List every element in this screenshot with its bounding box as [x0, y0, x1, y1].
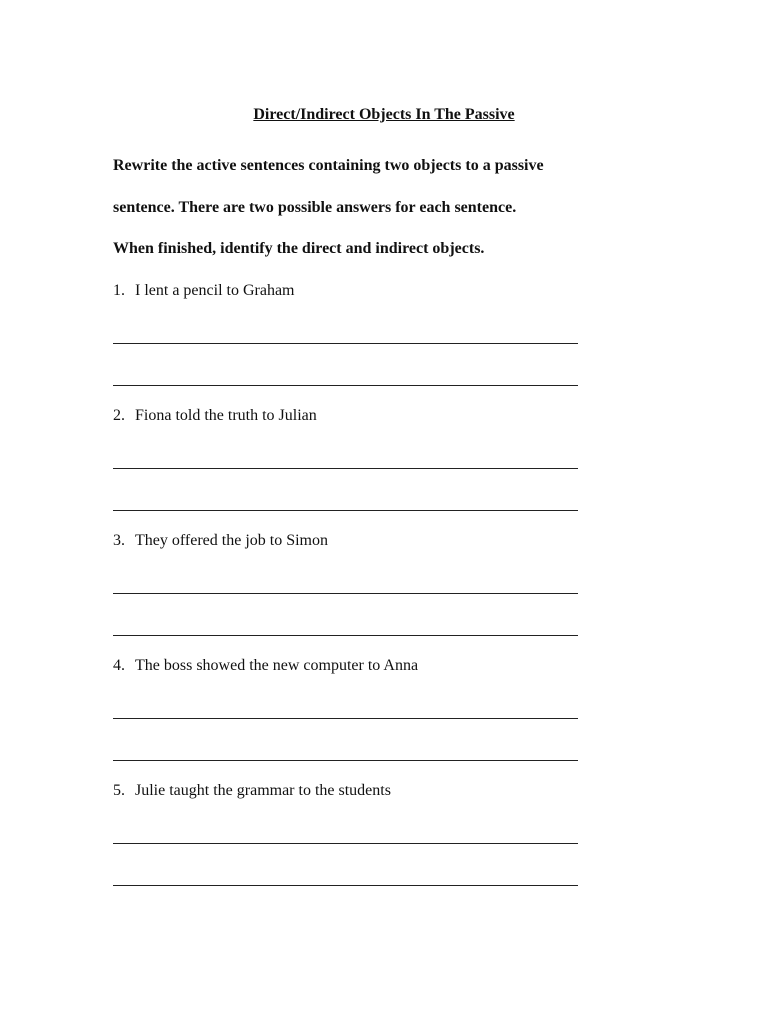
answer-line[interactable]: [113, 885, 578, 886]
question-sentence: The boss showed the new computer to Anna: [135, 657, 419, 674]
worksheet-title: Direct/Indirect Objects In The Passive: [253, 106, 515, 123]
answer-line[interactable]: [113, 635, 578, 636]
answer-line[interactable]: [113, 593, 578, 594]
question-sentence: Julie taught the grammar to the students: [135, 782, 391, 799]
question-number: 3.: [113, 532, 125, 549]
question-text: [113, 407, 317, 425]
question-text: [113, 532, 328, 550]
answer-line[interactable]: [113, 385, 578, 386]
answer-line[interactable]: [113, 510, 578, 511]
instruction-line: Rewrite the active sentences containing two objects to a passive: [113, 157, 544, 174]
answer-line[interactable]: [113, 718, 578, 719]
instruction-line: sentence. There are two possible answers for each sentence.: [113, 199, 517, 216]
question-number: 1.: [113, 282, 125, 299]
answer-line[interactable]: [113, 468, 578, 469]
question-number: 2.: [113, 407, 125, 424]
question-number: 4.: [113, 657, 125, 674]
answer-line[interactable]: [113, 760, 578, 761]
question-text: [113, 657, 418, 675]
instruction-line: When finished, identify the direct and indirect objects.: [113, 240, 485, 257]
question-number: 5.: [113, 782, 125, 799]
answer-line[interactable]: [113, 343, 578, 344]
answer-line[interactable]: [113, 843, 578, 844]
question-sentence: Fiona told the truth to Julian: [135, 407, 317, 424]
question-text: [113, 282, 295, 300]
question-sentence: They offered the job to Simon: [135, 532, 328, 549]
question-sentence: I lent a pencil to Graham: [135, 282, 295, 299]
question-text: [113, 782, 391, 800]
